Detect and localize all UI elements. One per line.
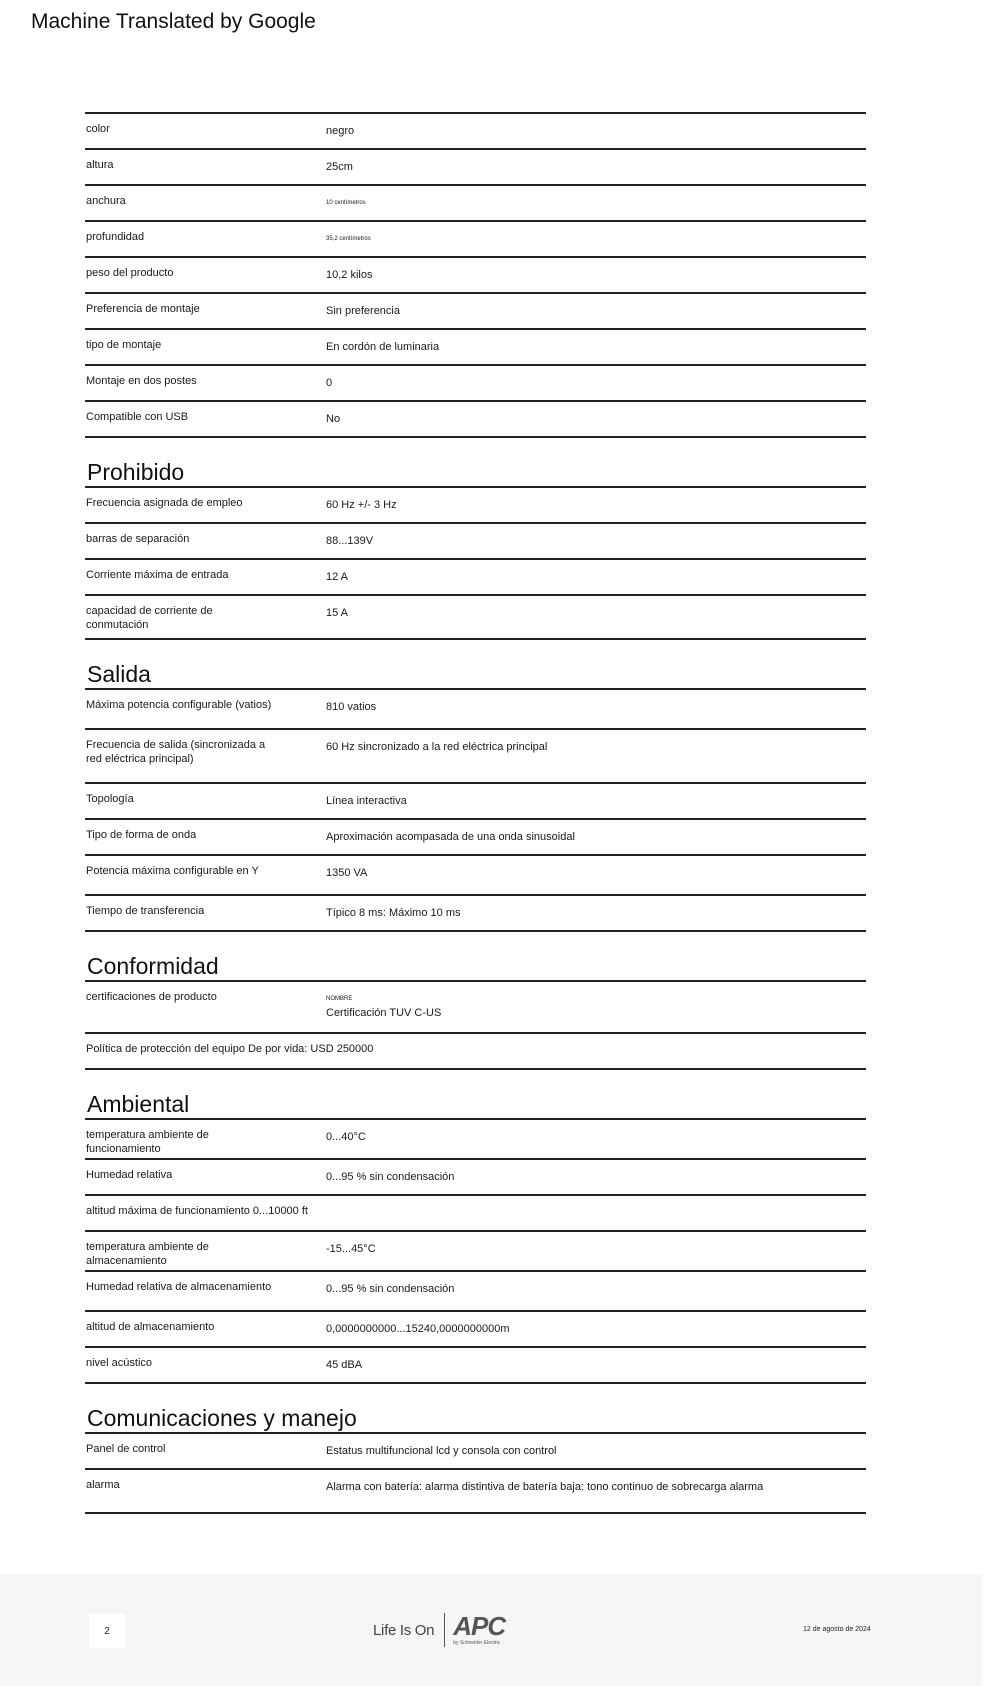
spec-content [85, 112, 866, 1534]
spec-row [85, 982, 866, 1034]
sections.0.rows-table [85, 486, 866, 640]
spec-row [85, 150, 866, 186]
spec-value: 60 Hz +/- 3 Hz [326, 499, 397, 511]
spec-value: 35,2 centímetros [326, 236, 371, 242]
spec-value: Alarma con batería: alarma distintiva de batería baja: tono continuo de sobrecarga alarma [326, 1481, 764, 1493]
spec-label: Frecuencia de salida (sincronizada a red eléctrica principal) [86, 739, 266, 765]
spec-label: Frecuencia asignada de empleo [86, 497, 243, 509]
sections.3.rows-table [85, 1118, 866, 1384]
spec-label: profundidad [86, 231, 145, 243]
section-title: Salida [87, 661, 151, 687]
section-title: Conformidad [87, 953, 219, 979]
spec-label: nivel acústico [86, 1357, 153, 1369]
spec-value: Estatus multifuncional lcd y consola con control [326, 1445, 557, 1457]
spec-row [85, 1232, 866, 1272]
spec-value: En cordón de luminaria [326, 341, 440, 353]
spec-row [85, 690, 866, 730]
top_table-table [85, 112, 866, 438]
spec-label: Corriente máxima de entrada [86, 569, 229, 581]
spec-label: Preferencia de montaje [86, 303, 200, 315]
apc-logo [453, 1613, 505, 1647]
spec-label: altitud máxima de funcionamiento 0...10000 ft [86, 1205, 308, 1217]
spec-row [85, 820, 866, 856]
spec-row [85, 1120, 866, 1160]
spec-value: 0...95 % sin condensación [326, 1283, 455, 1295]
spec-label: Tiempo de transferencia [86, 905, 205, 917]
spec-label: altitud de almacenamiento [86, 1321, 215, 1333]
spec-value: Aproximación acompasada de una onda sinusoidal [326, 831, 575, 843]
section-title: Prohibido [87, 459, 185, 485]
brand-divider [444, 1613, 445, 1647]
spec-row [85, 222, 866, 258]
spec-row [85, 1348, 866, 1384]
spec-value: 1350 VA [326, 867, 368, 879]
spec-row [85, 330, 866, 366]
spec-value: negro [326, 125, 355, 137]
spec-row [85, 294, 866, 330]
spec-value: 60 Hz sincronizado a la red eléctrica principal [326, 741, 548, 753]
spec-label: anchura [86, 195, 126, 207]
page-footer [0, 1574, 982, 1686]
spec-label: tipo de montaje [86, 339, 162, 351]
spec-label: Máxima potencia configurable (vatios) [86, 699, 272, 711]
spec-value: 15 A [326, 607, 349, 619]
spec-row [85, 896, 866, 932]
spec-label: barras de separación [86, 533, 190, 545]
spec-row [85, 366, 866, 402]
spec-value: 12 A [326, 571, 349, 583]
spec-value: 0...95 % sin condensación [326, 1171, 455, 1183]
spec-row [85, 730, 866, 784]
spec-label: Política de protección del equipo De por vida: USD 250000 [86, 1043, 374, 1055]
spec-row [85, 524, 866, 560]
spec-value: 45 dBA [326, 1359, 363, 1371]
spec-value: 810 vatios [326, 701, 377, 713]
spec-value: Típico 8 ms: Máximo 10 ms [326, 907, 461, 919]
sections.2.rows-table [85, 980, 866, 1070]
spec-row [85, 1434, 866, 1470]
spec-row [85, 186, 866, 222]
spec-label: Tipo de forma de onda [86, 829, 197, 841]
brand-logo [373, 1610, 505, 1650]
spec-row [85, 1034, 866, 1070]
spec-label: Compatible con USB [86, 411, 189, 423]
spec-value-text: Certificación TUV C-US [326, 1007, 442, 1019]
spec-label: Humedad relativa [86, 1169, 173, 1181]
spec-label: Potencia máxima configurable en Y [86, 865, 259, 877]
spec-row [85, 1272, 866, 1312]
spec-value: 25cm [326, 161, 353, 173]
spec-label: certificaciones de producto [86, 991, 217, 1003]
spec-value: 0 [326, 377, 333, 389]
spec-row [85, 784, 866, 820]
spec-label: Panel de control [86, 1443, 166, 1455]
spec-label: capacidad de corriente de conmutación [86, 605, 213, 631]
spec-value: Línea interactiva [326, 795, 407, 807]
spec-label: Topología [86, 793, 134, 805]
spec-value: -15...45°C [326, 1243, 376, 1255]
spec-value: 10 centímetros [326, 200, 366, 206]
spec-label: Montaje en dos postes [86, 375, 197, 387]
apc-logo-text: APC [453, 1611, 506, 1641]
spec-row [85, 560, 866, 596]
section-title: Comunicaciones y manejo [87, 1405, 357, 1431]
spec-value-header: NOMBRE [326, 996, 353, 1002]
spec-label: altura [86, 159, 114, 171]
spec-row [85, 1196, 866, 1232]
machine-translation-banner: Machine Translated by Google [31, 10, 316, 33]
spec-value: 0...40°C [326, 1131, 366, 1143]
spec-label: color [86, 123, 110, 135]
sections.1.rows-table [85, 688, 866, 932]
spec-value: 0,0000000000...15240,0000000000m [326, 1323, 510, 1335]
spec-value [326, 992, 826, 1020]
spec-row [85, 856, 866, 896]
page-number: 2 [89, 1614, 125, 1648]
life-is-on-tagline: Life Is On [373, 1621, 435, 1639]
spec-row [85, 402, 866, 438]
document-date: 12 de agosto de 2024 [803, 1626, 871, 1633]
spec-label: temperatura ambiente de funcionamiento [86, 1129, 209, 1155]
spec-row [85, 1470, 866, 1514]
apc-logo-subtitle: by Schneider Electric [453, 1640, 501, 1646]
spec-row [85, 1312, 866, 1348]
spec-label: temperatura ambiente de almacenamiento [86, 1241, 209, 1267]
spec-value: 10,2 kilos [326, 269, 373, 281]
spec-value: Sin preferencia [326, 305, 400, 317]
spec-label: alarma [86, 1479, 120, 1491]
spec-label: peso del producto [86, 267, 174, 279]
spec-row [85, 596, 866, 640]
spec-value: 88...139V [326, 535, 374, 547]
spec-value: No [326, 413, 341, 425]
spec-row [85, 488, 866, 524]
spec-label: Humedad relativa de almacenamiento [86, 1281, 272, 1293]
spec-row [85, 258, 866, 294]
sections.4.rows-table [85, 1432, 866, 1514]
spec-row [85, 114, 866, 150]
spec-row [85, 1160, 866, 1196]
section-title: Ambiental [87, 1091, 190, 1117]
